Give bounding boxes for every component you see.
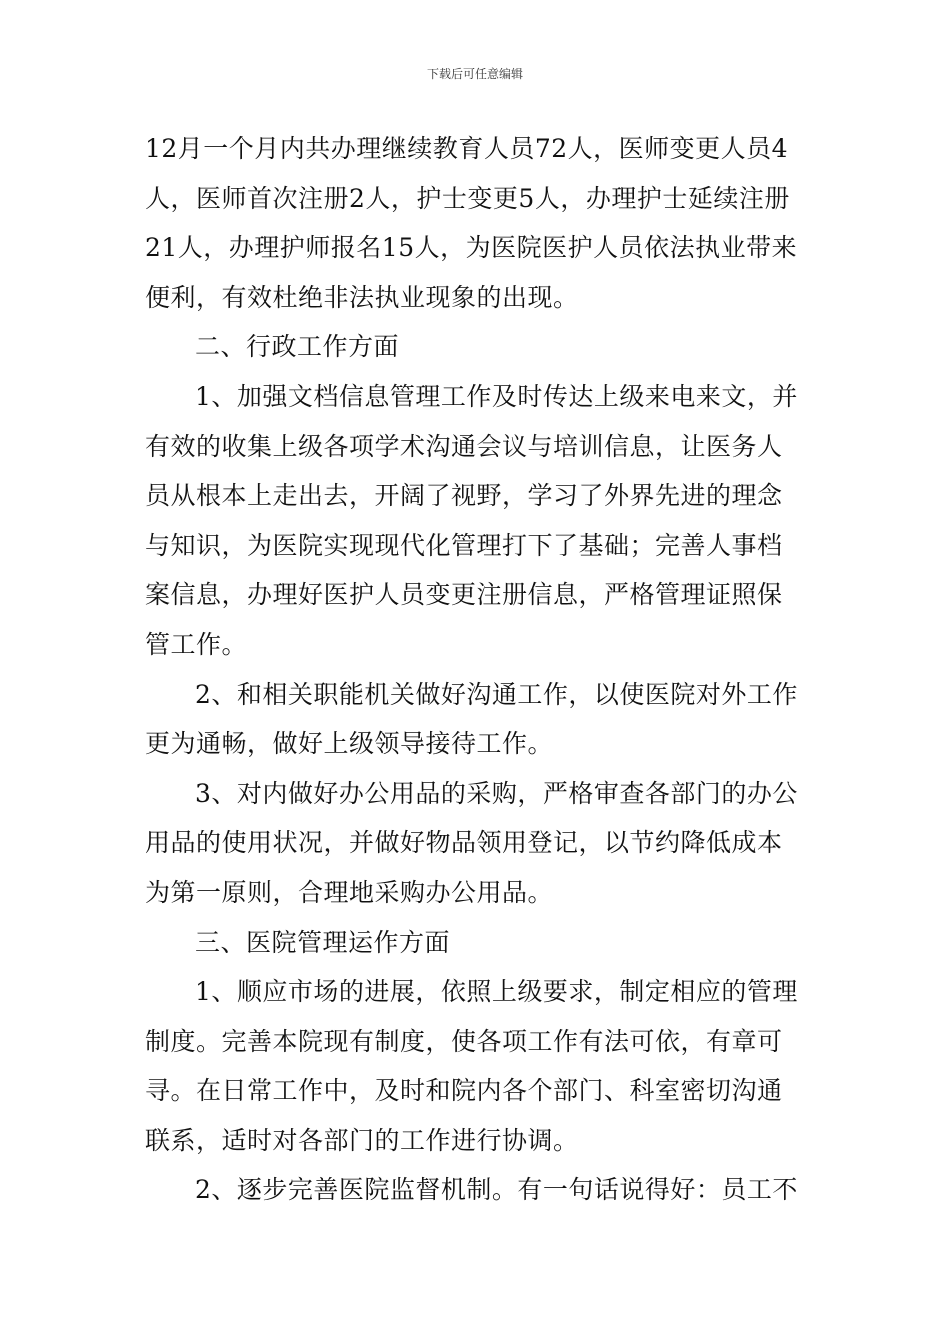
text-line: 1、顺应市场的进展，依照上级要求，制定相应的管理 <box>195 977 798 1007</box>
text-line: 12月一个月内共办理继续教育人员72人，医师变更人员4 <box>145 134 789 163</box>
text-line: 人，医师首次注册2人，护士变更5人，办理护士延续注册 <box>145 183 790 213</box>
text-line: 管工作。 <box>145 629 248 659</box>
text-line: 员从根本上走出去，开阔了视野，学习了外界先进的理念 <box>145 481 783 511</box>
text-line: 便利，有效杜绝非法执业现象的出现。 <box>145 282 579 312</box>
text-line: 更为通畅，做好上级领导接待工作。 <box>145 729 554 759</box>
text-line: 与知识，为医院实现现代化管理打下了基础；完善人事档 <box>145 530 783 560</box>
text-line: 寻。在日常工作中，及时和院内各个部门、科室密切沟通 <box>145 1076 783 1106</box>
text-line: 21人，办理护师报名15人，为医院医护人员依法执业带来 <box>145 233 798 263</box>
section-heading: 二、行政工作方面 <box>195 332 400 362</box>
text-line: 制度。完善本院现有制度，使各项工作有法可依，有章可 <box>145 1026 783 1056</box>
text-line: 案信息，办理好医护人员变更注册信息，严格管理证照保 <box>145 580 783 610</box>
text-line: 用品的使用状况，并做好物品领用登记，以节约降低成本 <box>145 828 783 858</box>
text-line: 联系，适时对各部门的工作进行协调。 <box>145 1125 579 1155</box>
page-header: 下载后可任意编辑 <box>426 67 523 81</box>
text-line: 2、逐步完善医院监督机制。有一句话说得好：员工不 <box>195 1175 798 1205</box>
text-line: 为第一原则，合理地采购办公用品。 <box>145 877 554 907</box>
section-heading: 三、医院管理运作方面 <box>195 927 451 957</box>
document-body <box>145 124 807 1215</box>
text-line: 2、和相关职能机关做好沟通工作，以使医院对外工作 <box>195 679 798 709</box>
text-line: 有效的收集上级各项学术沟通会议与培训信息，让医务人 <box>145 431 783 461</box>
text-line: 3、对内做好办公用品的采购，严格审查各部门的办公 <box>195 778 798 808</box>
text-line: 1、加强文档信息管理工作及时传达上级来电来文，并 <box>195 381 798 411</box>
